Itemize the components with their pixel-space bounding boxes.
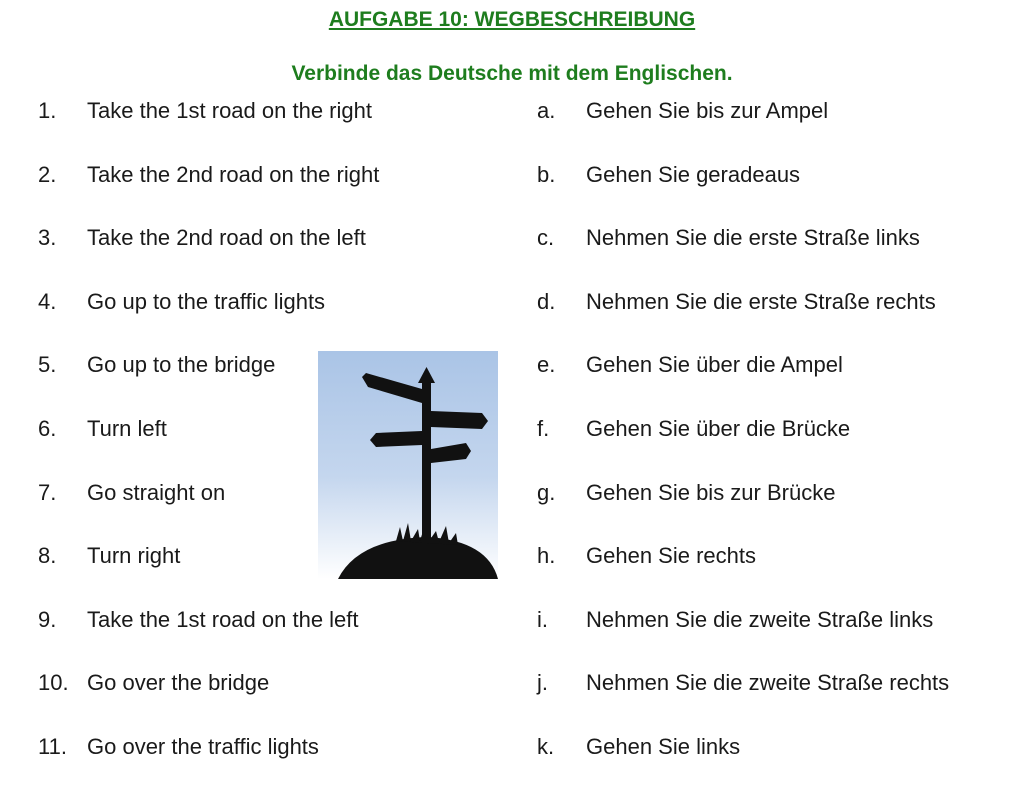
german-phrase-item-text: Nehmen Sie die zweite Straße rechts	[586, 670, 950, 696]
english-phrase-item-text: Go up to the bridge	[87, 352, 276, 378]
english-phrase-item-label: 8.	[38, 543, 57, 569]
german-phrase-item-label: d.	[537, 288, 556, 314]
german-phrase-item-label: e.	[537, 352, 556, 378]
german-phrase-item-label: h.	[537, 543, 556, 569]
german-phrase-item	[537, 287, 1007, 351]
german-phrase-item-label: k.	[537, 733, 555, 759]
german-phrase-item	[537, 96, 1007, 160]
german-phrase-item-label: c.	[537, 225, 555, 251]
german-phrase-item-text: Nehmen Sie die erste Straße links	[586, 225, 920, 251]
german-phrase-item-text: Gehen Sie rechts	[586, 543, 756, 569]
english-phrase-item-text: Go straight on	[87, 479, 226, 505]
english-phrase-item-text: Take the 2nd road on the left	[87, 225, 366, 251]
english-phrase-item-text: Go up to the traffic lights	[87, 288, 326, 314]
english-phrase-item	[38, 160, 508, 224]
german-phrase-item	[537, 668, 1007, 732]
english-phrase-item-label: 1.	[38, 98, 57, 123]
german-phrase-item	[537, 223, 1007, 287]
english-phrase-item-label: 4.	[38, 288, 57, 314]
german-phrase-item	[537, 160, 1007, 224]
english-phrase-item-text: Take the 1st road on the left	[87, 606, 359, 632]
english-phrase-item-text: Go over the traffic lights	[87, 733, 319, 759]
german-phrase-item-label: i.	[537, 606, 548, 632]
english-phrase-item-text: Take the 1st road on the right	[87, 98, 372, 123]
english-phrase-item-text: Take the 2nd road on the right	[87, 161, 380, 187]
german-phrase-item-text: Gehen Sie über die Brücke	[586, 415, 851, 441]
german-phrase-item	[537, 478, 1007, 542]
english-phrase-item-text: Go over the bridge	[87, 670, 270, 696]
german-phrase-item-text: Gehen Sie über die Ampel	[586, 352, 843, 378]
english-phrase-item	[38, 287, 508, 351]
english-phrase-item-label: 3.	[38, 225, 57, 251]
german-phrase-item	[537, 414, 1007, 478]
english-phrase-item-label: 5.	[38, 352, 57, 378]
german-phrase-item-label: f.	[537, 415, 550, 441]
german-phrase-item	[537, 541, 1007, 605]
german-phrase-item-text: Gehen Sie bis zur Ampel	[586, 98, 829, 123]
german-phrase-item-text: Gehen Sie bis zur Brücke	[586, 479, 836, 505]
german-phrase-item	[537, 605, 1007, 669]
signpost-icon	[318, 351, 498, 579]
english-phrase-item	[38, 668, 508, 732]
german-phrase-item-text: Nehmen Sie die erste Straße rechts	[586, 288, 936, 314]
german-phrase-item-text: Gehen Sie geradeaus	[586, 161, 801, 187]
german-phrase-item	[537, 732, 1007, 796]
english-phrase-item	[38, 605, 508, 669]
german-phrase-item	[537, 350, 1007, 414]
english-phrase-item	[38, 732, 508, 796]
german-phrase-item-text: Nehmen Sie die zweite Straße links	[586, 606, 934, 632]
english-phrase-item-label: 2.	[38, 161, 57, 187]
english-phrase-item-label: 11.	[38, 733, 67, 759]
german-phrase-item-label: j.	[537, 670, 548, 696]
english-phrase-item-label: 7.	[38, 479, 57, 505]
german-phrase-item-label: g.	[537, 479, 556, 505]
worksheet-instruction: Verbinde das Deutsche mit dem Englischen.	[291, 62, 733, 85]
english-phrase-item-label: 9.	[38, 606, 57, 632]
german-phrase-item-label: b.	[537, 161, 556, 187]
english-phrase-item-text: Turn left	[87, 415, 167, 441]
english-phrase-item	[38, 223, 508, 287]
english-phrase-item-text: Turn right	[87, 543, 181, 569]
german-phrase-item-label: a.	[537, 98, 556, 123]
signpost-image	[318, 351, 498, 579]
english-phrase-item-label: 6.	[38, 415, 57, 441]
german-phrase-item-text: Gehen Sie links	[586, 733, 741, 759]
worksheet-title: AUFGABE 10: WEGBESCHREIBUNG	[328, 8, 696, 31]
english-phrase-item-label: 10.	[38, 670, 69, 696]
german-phrases-list	[537, 96, 1007, 796]
english-phrase-item	[38, 96, 508, 160]
